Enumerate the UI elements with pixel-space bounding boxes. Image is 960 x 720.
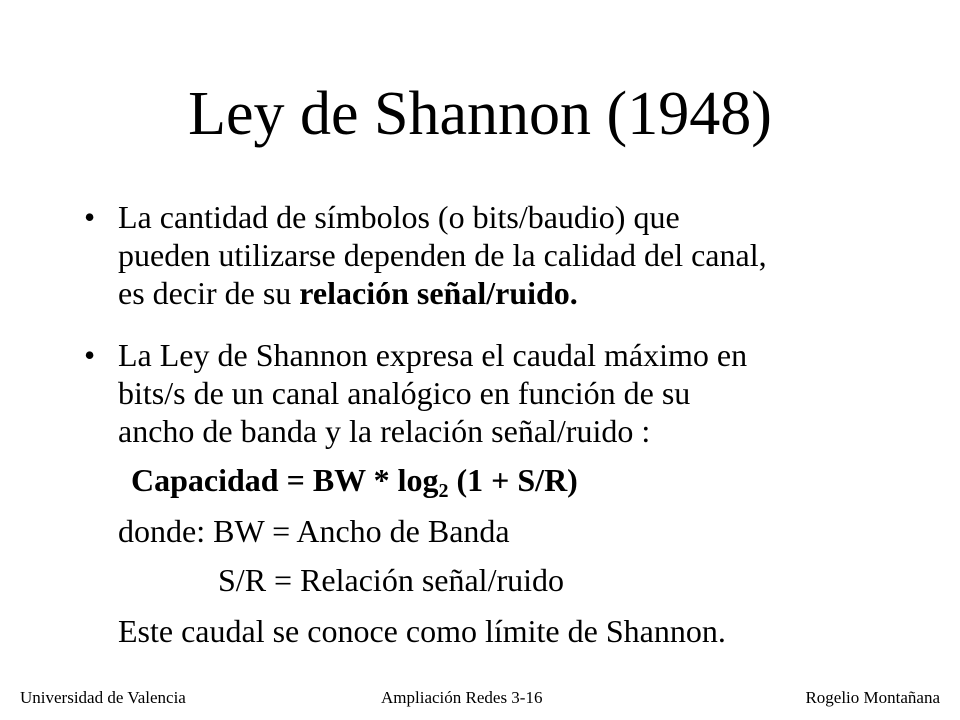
footer-university: Universidad de Valencia <box>20 688 186 707</box>
footer-author: Rogelio Montañana <box>805 688 940 707</box>
slide-title: Ley de Shannon (1948) <box>188 80 772 148</box>
bullet-2-line-1: La Ley de Shannon expresa el caudal máximo en <box>118 337 748 373</box>
bullet-2-text <box>118 336 898 450</box>
bullet-1-line-3 <box>118 274 898 312</box>
bullet-1-text <box>118 198 898 312</box>
bullet-1-line-1: La cantidad de símbolos (o bits/baudio) que <box>118 199 680 235</box>
formula-left: Capacidad = BW * log <box>131 462 439 498</box>
bullet-marker-2: • <box>84 337 96 373</box>
bullet-1-line-3-prefix: es decir de su <box>118 275 300 311</box>
definition-bw: donde: BW = Ancho de Banda <box>118 513 510 549</box>
definition-sr: S/R = Relación señal/ruido <box>218 562 564 598</box>
formula-right: (1 + S/R) <box>448 462 578 498</box>
footer-course: Ampliación Redes 3-16 <box>381 688 543 707</box>
bullet-marker-1: • <box>84 199 96 235</box>
bullet-1-emphasis: relación señal/ruido. <box>299 275 578 311</box>
formula-log-base: 2 <box>438 480 449 502</box>
bullet-2-line-2: bits/s de un canal analógico en función de su <box>118 375 691 411</box>
bullet-2-line-3: ancho de banda y la relación señal/ruido : <box>118 413 651 449</box>
bullet-1-line-2: pueden utilizarse dependen de la calidad del canal, <box>118 237 767 273</box>
shannon-formula <box>131 461 578 502</box>
conclusion-text: Este caudal se conoce como límite de Shannon. <box>118 613 726 649</box>
